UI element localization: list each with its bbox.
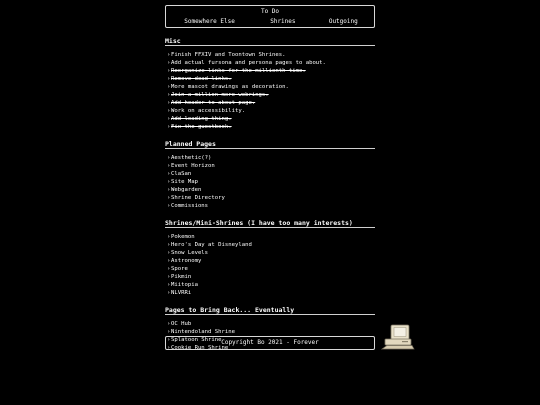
list-item bbox=[167, 115, 375, 123]
bullet-icon: › bbox=[167, 52, 171, 58]
header bbox=[165, 5, 375, 28]
bullet-icon: › bbox=[167, 100, 171, 106]
bullet-icon: › bbox=[167, 345, 171, 351]
list-item-text: NLVRRi bbox=[171, 290, 192, 296]
list-item bbox=[167, 273, 375, 281]
list-item-text: Pikmin bbox=[171, 274, 192, 280]
todo-list bbox=[165, 233, 375, 297]
bullet-icon: › bbox=[167, 163, 171, 169]
list-item bbox=[167, 320, 375, 328]
list-item-text: Shrine Directory bbox=[171, 195, 225, 201]
section-1 bbox=[165, 140, 375, 210]
list-item bbox=[167, 265, 375, 273]
bullet-icon: › bbox=[167, 92, 171, 98]
retro-computer-icon bbox=[381, 324, 415, 350]
list-item bbox=[167, 83, 375, 91]
bullet-icon: › bbox=[167, 282, 171, 288]
section-2 bbox=[165, 219, 375, 297]
list-item bbox=[167, 123, 375, 131]
bullet-icon: › bbox=[167, 274, 171, 280]
list-item bbox=[167, 194, 375, 202]
list-item-text: Aesthetic(?) bbox=[171, 155, 212, 161]
todo-list bbox=[165, 154, 375, 210]
bullet-icon: › bbox=[167, 203, 171, 209]
list-item-text: Spore bbox=[171, 266, 188, 272]
page-content bbox=[165, 5, 375, 352]
top-nav bbox=[166, 18, 374, 25]
copyright-text: Copyright Bo 2021 - Forever bbox=[221, 339, 319, 346]
nav-link-shrines[interactable]: Shrines bbox=[270, 18, 296, 25]
bullet-icon: › bbox=[167, 116, 171, 122]
bullet-icon: › bbox=[167, 76, 171, 82]
bullet-icon: › bbox=[167, 108, 171, 114]
section-title: Misc bbox=[165, 37, 375, 46]
list-item-text: Astronomy bbox=[171, 258, 202, 264]
list-item bbox=[167, 257, 375, 265]
list-item-text: Fix the guestbook. bbox=[171, 124, 232, 130]
bullet-icon: › bbox=[167, 171, 171, 177]
list-item-text: Work on accessibility. bbox=[171, 108, 246, 114]
list-item-text: Hero's Day at Disneyland bbox=[171, 242, 252, 248]
list-item bbox=[167, 233, 375, 241]
list-item-text: Add header to about page. bbox=[171, 100, 256, 106]
list-item-text: Join a million more webrings. bbox=[171, 92, 269, 98]
list-item bbox=[167, 289, 375, 297]
list-item-text: Snow Levels bbox=[171, 250, 209, 256]
list-item bbox=[167, 328, 375, 336]
list-item-text: Cookie Run Shrine bbox=[171, 345, 229, 351]
list-item-text: Event Horizon bbox=[171, 163, 215, 169]
list-item bbox=[167, 154, 375, 162]
list-item bbox=[167, 202, 375, 210]
bullet-icon: › bbox=[167, 187, 171, 193]
list-item bbox=[167, 162, 375, 170]
list-item bbox=[167, 249, 375, 257]
list-item bbox=[167, 107, 375, 115]
list-item-text: Reorganize links for the millionth time. bbox=[171, 68, 306, 74]
bullet-icon: › bbox=[167, 250, 171, 256]
bullet-icon: › bbox=[167, 234, 171, 240]
list-item-text: Finish FFXIV and Toontown Shrines. bbox=[171, 52, 286, 58]
section-title: Pages to Bring Back... Eventually bbox=[165, 306, 375, 315]
list-item bbox=[167, 67, 375, 75]
bullet-icon: › bbox=[167, 266, 171, 272]
list-item-text: More mascot drawings as decoration. bbox=[171, 84, 289, 90]
todo-sections bbox=[165, 37, 375, 352]
bullet-icon: › bbox=[167, 68, 171, 74]
bullet-icon: › bbox=[167, 155, 171, 161]
list-item-text: Nintendoland Shrine bbox=[171, 329, 235, 335]
list-item-text: ClaSan bbox=[171, 171, 192, 177]
list-item bbox=[167, 281, 375, 289]
list-item-text: Site Map bbox=[171, 179, 198, 185]
nav-link-somewhere-else[interactable]: Somewhere Else bbox=[184, 18, 235, 25]
bullet-icon: › bbox=[167, 290, 171, 296]
todo-list bbox=[165, 51, 375, 131]
bullet-icon: › bbox=[167, 60, 171, 66]
list-item-text: Miitopia bbox=[171, 282, 198, 288]
bullet-icon: › bbox=[167, 337, 171, 343]
list-item bbox=[167, 99, 375, 107]
list-item-text: Splatoon Shrine bbox=[171, 337, 222, 343]
list-item-text: Add actual fursona and persona pages to about. bbox=[171, 60, 326, 66]
bullet-icon: › bbox=[167, 258, 171, 264]
bullet-icon: › bbox=[167, 195, 171, 201]
list-item-text: Add loading thing. bbox=[171, 116, 232, 122]
list-item-text: Pokemon bbox=[171, 234, 195, 240]
list-item-text: Commissions bbox=[171, 203, 209, 209]
list-item-text: Webgarden bbox=[171, 187, 202, 193]
page-title: To Do bbox=[260, 8, 280, 15]
list-item bbox=[167, 91, 375, 99]
bullet-icon: › bbox=[167, 124, 171, 130]
list-item bbox=[167, 241, 375, 249]
list-item bbox=[167, 51, 375, 59]
bullet-icon: › bbox=[167, 242, 171, 248]
list-item bbox=[167, 59, 375, 67]
list-item bbox=[167, 75, 375, 83]
list-item-text: Remove dead links. bbox=[171, 76, 232, 82]
section-0 bbox=[165, 37, 375, 131]
section-title: Planned Pages bbox=[165, 140, 375, 149]
list-item bbox=[167, 186, 375, 194]
list-item-text: OC Hub bbox=[171, 321, 192, 327]
nav-link-outgoing[interactable]: Outgoing bbox=[328, 18, 358, 25]
list-item bbox=[167, 178, 375, 186]
bullet-icon: › bbox=[167, 84, 171, 90]
bullet-icon: › bbox=[167, 329, 171, 335]
section-title: Shrines/Mini-Shrines (I have too many interests) bbox=[165, 219, 375, 228]
footer bbox=[165, 336, 375, 350]
list-item bbox=[167, 170, 375, 178]
bullet-icon: › bbox=[167, 179, 171, 185]
bullet-icon: › bbox=[167, 321, 171, 327]
